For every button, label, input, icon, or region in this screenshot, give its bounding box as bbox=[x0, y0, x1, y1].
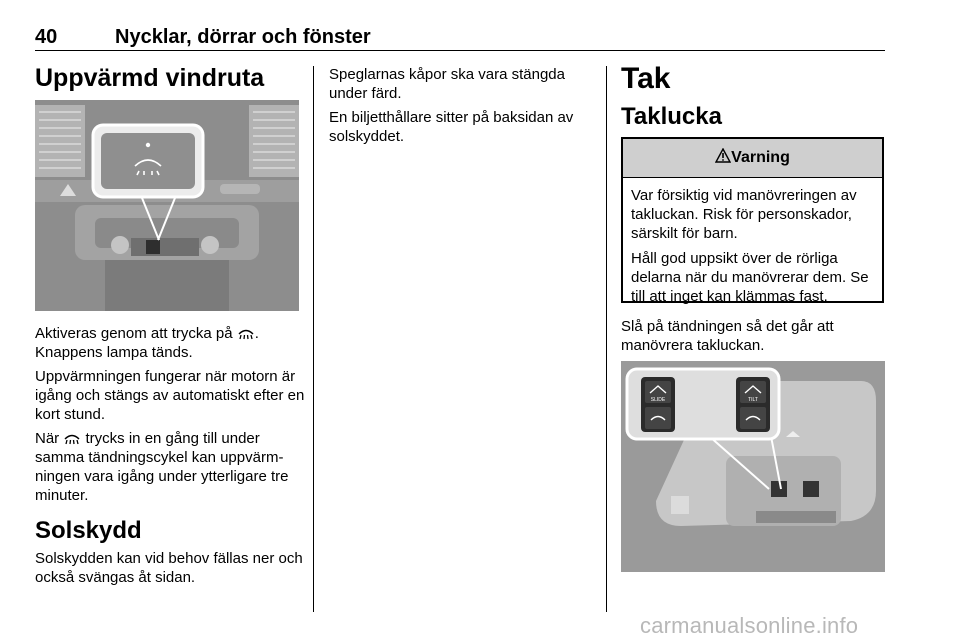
paragraph-activation: Aktiveras genom att trycka på . Knappens lampa tänds. bbox=[35, 325, 259, 361]
section-title-sunroof: Taklucka bbox=[621, 103, 722, 130]
slide-label: SLIDE bbox=[650, 397, 666, 403]
paragraph-press-again: När trycks in en gång till under samma tändningscykel kan uppvärm-ningen vara igång under ytterligare tre minuter. bbox=[35, 430, 289, 504]
section-title-heated-windscreen: Uppvärmd vindruta bbox=[35, 64, 265, 92]
sunroof-controls-figure bbox=[621, 361, 885, 572]
header-rule bbox=[35, 50, 885, 51]
warning-label: Varning bbox=[731, 149, 790, 166]
page-header bbox=[35, 26, 885, 52]
tilt-label: TILT bbox=[748, 397, 758, 403]
dashboard-defrost-figure bbox=[35, 100, 299, 311]
column-divider-1 bbox=[313, 66, 314, 612]
defrost-icon bbox=[237, 327, 255, 340]
warning-box bbox=[621, 137, 884, 303]
section-title-sun-visor: Solskydd bbox=[35, 517, 142, 544]
page-number: 40 bbox=[35, 26, 58, 48]
chapter-title: Nycklar, dörrar och fönster bbox=[115, 26, 371, 48]
column-divider-2 bbox=[606, 66, 607, 612]
paragraph-mirror-covers: Speglarnas kåpor ska vara stängda under färd. bbox=[329, 66, 565, 102]
defrost-icon bbox=[63, 432, 81, 445]
paragraph-sun-visor: Solskydden kan vid behov fällas ner och också svängas åt sidan. bbox=[35, 550, 303, 586]
warning-triangle-icon bbox=[715, 148, 731, 163]
paragraph-ignition: Slå på tändningen så det går att manövrera takluckan. bbox=[621, 318, 834, 354]
watermark: carmanualsonline.info bbox=[640, 613, 859, 638]
paragraph-heating-function: Uppvärmningen fungerar när motorn är igång och stängs av automatiskt efter en kort stund. bbox=[35, 368, 305, 423]
warning-text-2: Håll god uppsikt över de rörliga delarna när du manövrerar dem. Se till att inget kan klämmas fast. bbox=[631, 250, 869, 305]
section-title-roof: Tak bbox=[621, 62, 671, 95]
paragraph-ticket-holder: En biljetthållare sitter på baksidan av solskyddet. bbox=[329, 109, 574, 145]
warning-text-1: Var försiktig vid manövreringen av takluckan. Risk för personskador, särskilt för barn. bbox=[631, 187, 857, 242]
warning-body bbox=[623, 178, 882, 306]
warning-header bbox=[623, 139, 882, 178]
